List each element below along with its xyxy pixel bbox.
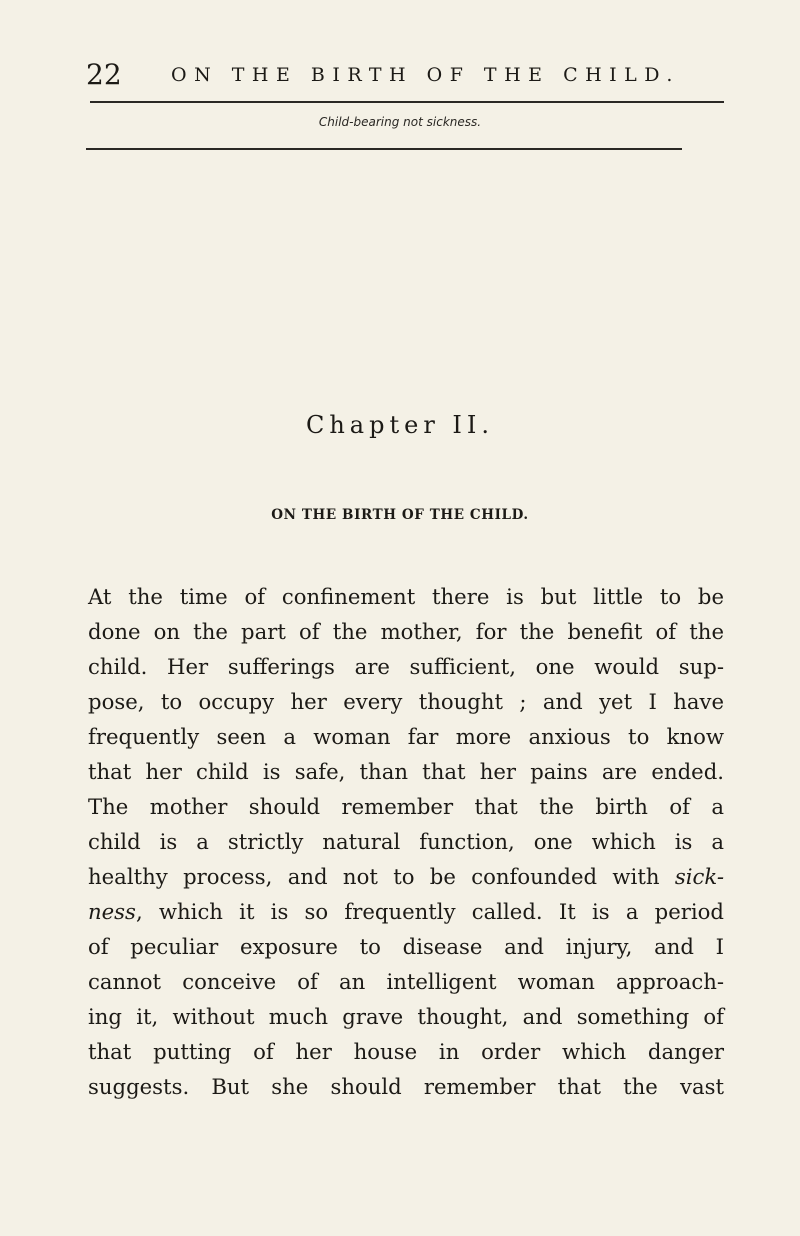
page-number: 22 xyxy=(86,58,122,91)
emphasis-text: sick- xyxy=(674,864,724,889)
body-line: of peculiar exposure to disease and injury, and I xyxy=(88,934,724,959)
body-line: child is a strictly natural function, one which is a xyxy=(88,829,724,854)
side-note-rule xyxy=(86,148,682,150)
body-line: ness, which it is so frequently called. It is a period xyxy=(88,899,724,924)
body-line: that her child is safe, than that her pains are ended. xyxy=(88,759,724,784)
body-text xyxy=(88,579,724,1104)
body-line: cannot conceive of an intelligent woman approach- xyxy=(88,969,724,994)
body-line: done on the part of the mother, for the benefit of the xyxy=(88,619,724,644)
body-line: frequently seen a woman far more anxious to know xyxy=(88,724,724,749)
chapter-title: ON THE BIRTH OF THE CHILD. xyxy=(271,507,529,523)
body-line: child. Her sufferings are sufficient, one would sup- xyxy=(88,654,724,679)
header-rule xyxy=(90,101,724,103)
side-note: Child-bearing not sickness. xyxy=(318,115,482,129)
body-line: At the time of confinement there is but little to be xyxy=(88,584,724,609)
emphasis-text: ness xyxy=(88,899,136,924)
running-title: ON THE BIRTH OF THE CHILD. xyxy=(171,64,680,86)
body-line: suggests. But she should remember that the vast xyxy=(88,1074,724,1099)
body-line: ing it, without much grave thought, and something of xyxy=(88,1004,724,1029)
body-line: The mother should remember that the birth of a xyxy=(88,794,724,819)
body-line: healthy process, and not to be confounded with sick- xyxy=(88,864,724,889)
body-line: that putting of her house in order which danger xyxy=(88,1039,724,1064)
running-head xyxy=(86,58,726,98)
chapter-heading: Chapter II. xyxy=(305,411,495,439)
body-line: pose, to occupy her every thought ; and yet I have xyxy=(88,689,724,714)
